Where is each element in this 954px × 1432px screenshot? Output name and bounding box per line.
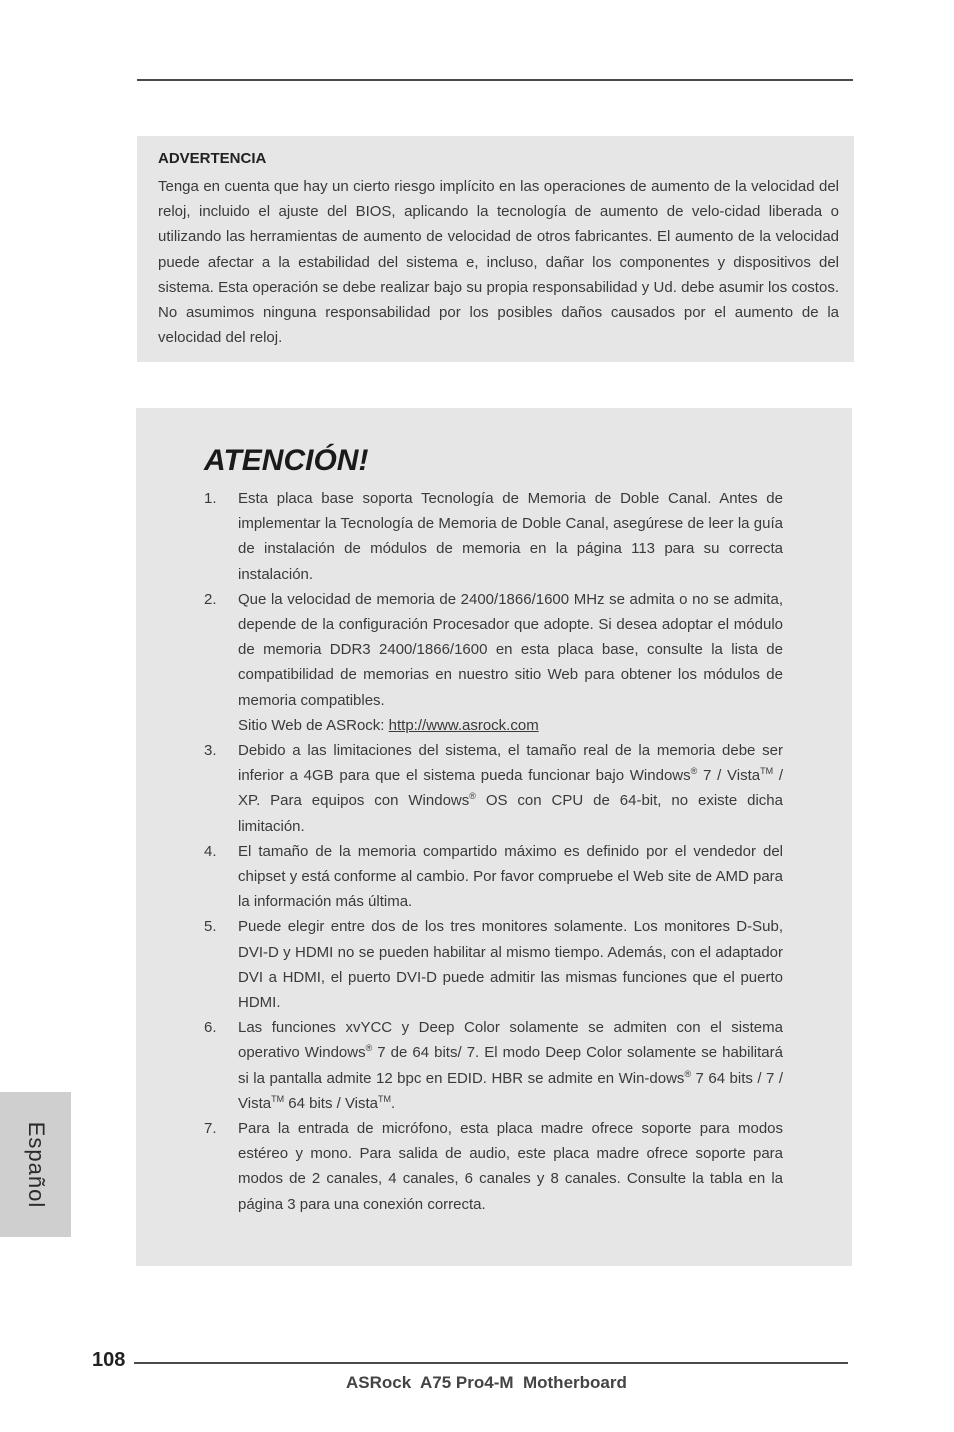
text-segment: Las funciones xvYCC y Deep Color solamente se admiten con el sistema operativo Windows xyxy=(238,1019,783,1062)
list-item xyxy=(204,914,783,1015)
list-item xyxy=(204,839,783,915)
list-item-text xyxy=(238,1015,783,1116)
registered-mark: ® xyxy=(684,1068,692,1079)
list-item xyxy=(204,486,783,587)
trademark-mark: TM xyxy=(378,1093,392,1104)
text-segment: . xyxy=(391,1094,396,1112)
warning-box xyxy=(137,136,854,362)
registered-mark: ® xyxy=(469,791,476,802)
text-segment: / XP. Para equipos con Windows xyxy=(238,767,784,810)
language-side-tab xyxy=(0,1092,71,1237)
list-item-text: Que la velocidad de memoria de 2400/1866/1600 MHz se admita o no se admita, depende de la configuración Procesador que adopte. Si desea adoptar el módulo de memoria DDR3 2400/1866/1600 en esta placa base, consulte la lista de compatibilidad de memorias en nuestro sitio Web para obtener los módulos de memoria compatibles. xyxy=(238,590,783,709)
website-line xyxy=(238,713,783,738)
list-item xyxy=(204,587,783,738)
bottom-rule xyxy=(134,1362,848,1364)
page-number: 108 xyxy=(92,1349,126,1371)
text-segment: 7 64 bits / 7 / Vista xyxy=(238,1069,783,1112)
text-segment: 7 de 64 bits/ 7. El modo Deep Color solamente se habilitará si la pantalla admite 12 bpc en EDID. HBR se admite en Win-dows xyxy=(238,1044,783,1087)
text-segment: OS con CPU de 64-bit, no existe dicha limitación. xyxy=(238,792,783,835)
warning-title: ADVERTENCIA xyxy=(158,150,267,167)
list-item-text: Puede elegir entre dos de los tres monitores solamente. Los monitores D-Sub, DVI-D y HDMI no se pueden habilitar al mismo tiempo. Además, con el adaptador DVI a HDMI, el puerto DVI-D puede admitir las mismas funciones que el puerto HDMI. xyxy=(238,918,783,1012)
list-item-number: 5. xyxy=(204,918,217,936)
list-item-number: 7. xyxy=(204,1120,217,1138)
list-item-text xyxy=(238,738,783,839)
trademark-mark: TM xyxy=(271,1093,285,1104)
asrock-website-link[interactable]: http://www.asrock.com xyxy=(388,716,539,734)
list-item-number: 4. xyxy=(204,842,217,860)
attention-box xyxy=(136,408,852,1266)
attention-list xyxy=(204,486,783,1217)
list-item xyxy=(204,1015,783,1116)
list-item-number: 2. xyxy=(204,590,217,608)
list-item-number: 1. xyxy=(204,490,217,507)
list-item-text: El tamaño de la memoria compartido máximo es definido por el vendedor del chipset y está conforme al cambio. Por favor compruebe el Web site de AMD para la información más última. xyxy=(238,842,783,911)
text-segment: 7 / Vista xyxy=(697,767,761,785)
website-label: Sitio Web de ASRock: xyxy=(238,716,389,734)
footer-product-name: ASRock A75 Pro4-M Motherboard xyxy=(346,1373,627,1392)
language-label: Español xyxy=(23,1121,49,1208)
list-item-number: 6. xyxy=(204,1019,217,1037)
list-item xyxy=(204,1116,783,1217)
list-item-number: 3. xyxy=(204,742,217,760)
list-item xyxy=(204,738,783,839)
list-item-text: Esta placa base soporta Tecnología de Memoria de Doble Canal. Antes de implementar la Tecnología de Memoria de Doble Canal, asegúrese de leer la guía de instalación de módulos de memoria en la página 113 para su correcta instalación. xyxy=(238,490,783,583)
attention-title: ATENCIÓN! xyxy=(204,444,369,477)
text-segment: 64 bits / Vista xyxy=(284,1094,379,1112)
list-item-text: Para la entrada de micrófono, esta placa madre ofrece soporte para modos estéreo y mono. Para salida de audio, este placa madre ofrece soporte para modos de 2 canales, 4 canales, 6 canales y 8 canales. Consulte la tabla en la página 3 para una conexión correcta. xyxy=(238,1120,783,1213)
top-rule xyxy=(137,79,853,81)
warning-text: Tenga en cuenta que hay un cierto riesgo implícito en las operaciones de aumento de la velocidad del reloj, incluido el ajuste del BIOS, aplicando la tecnología de aumento de velo-cidad liberada o utilizando las herramientas de aumento de velocidad de otros fabricantes. El aumento de la velocidad puede afectar a la estabilidad del sistema e, incluso, dañar los componentes y dispositivos del sistema. Esta operación se debe realizar bajo su propia responsabilidad y Ud. debe asumir los costos. No asumimos ninguna responsabilidad por los posibles daños causados por el aumento de la velocidad del reloj. xyxy=(158,178,839,347)
trademark-mark: TM xyxy=(760,766,774,777)
registered-mark: ® xyxy=(690,766,698,777)
registered-mark: ® xyxy=(365,1043,373,1054)
text-segment: Debido a las limitaciones del sistema, el tamaño real de la memoria debe ser inferior a 4GB para que el sistema pueda funcionar bajo Windows xyxy=(238,742,783,785)
